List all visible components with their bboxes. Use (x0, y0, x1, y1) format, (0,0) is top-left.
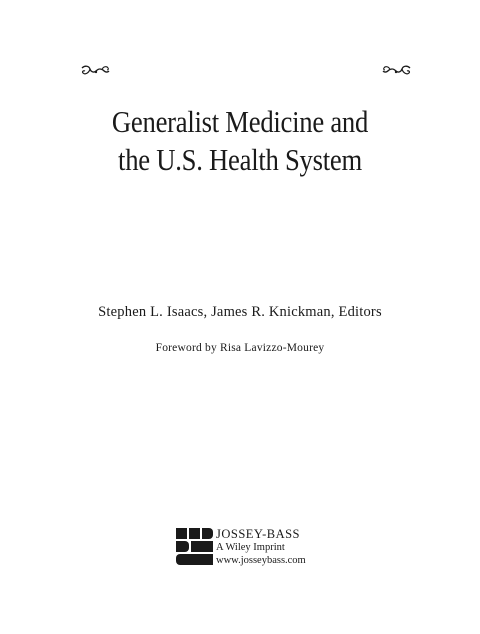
publisher-text (216, 527, 306, 567)
foreword-line: Foreword by Risa Lavizzo-Mourey (155, 342, 325, 354)
editors-line: Stephen L. Isaacs, James R. Knickman, Editors (98, 304, 382, 320)
fleuron-ornament-icon (80, 64, 110, 78)
publisher-name: JOSSEY-BASS (216, 527, 301, 541)
book-title-line-1: Generalist Medicine and (111, 104, 369, 139)
publisher-imprint: A Wiley Imprint (216, 542, 285, 553)
publisher-website: www.josseybass.com (216, 555, 306, 566)
fleuron-ornament-icon (382, 64, 412, 78)
book-title-line-2: the U.S. Health System (118, 142, 362, 177)
publisher-block (176, 527, 326, 567)
jossey-bass-logo-icon (176, 528, 213, 565)
book-title (34, 103, 447, 179)
